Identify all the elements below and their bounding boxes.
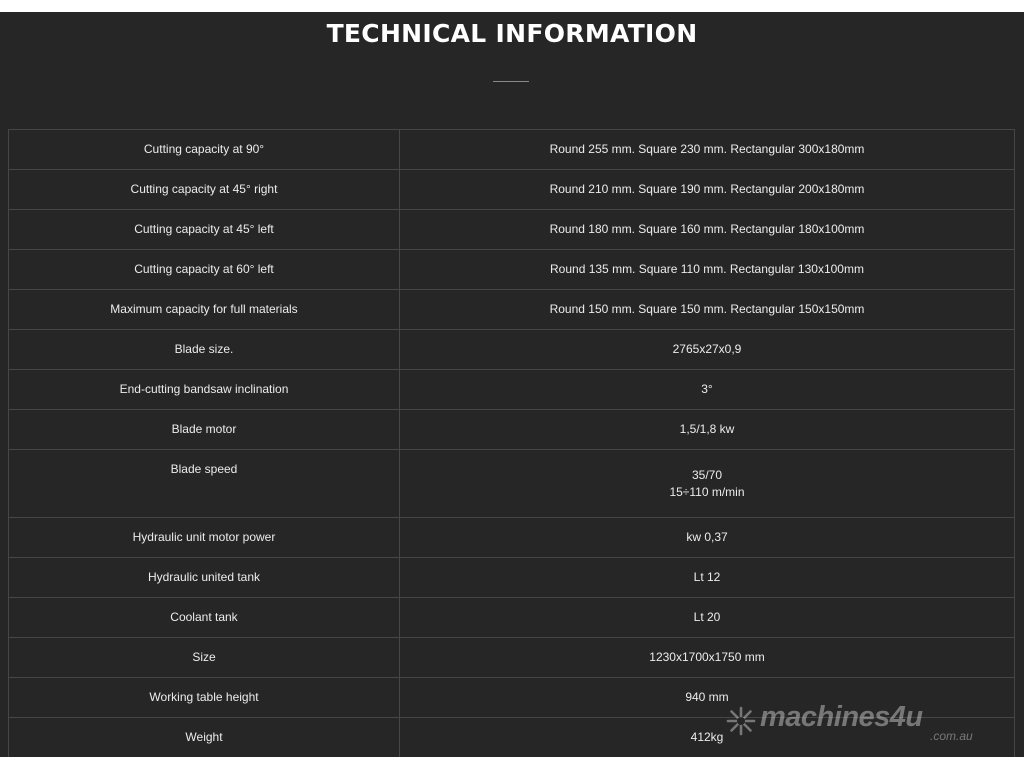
spec-value: Round 135 mm. Square 110 mm. Rectangular 130x100mm xyxy=(400,250,1015,290)
table-row xyxy=(9,210,1015,250)
table-row xyxy=(9,170,1015,210)
spec-label: Hydraulic unit motor power xyxy=(9,518,400,558)
spec-label: Size xyxy=(9,638,400,678)
table-row xyxy=(9,130,1015,170)
spec-value: 412kg xyxy=(400,718,1015,758)
spec-value xyxy=(400,450,1015,518)
table-row xyxy=(9,330,1015,370)
spec-label: End-cutting bandsaw inclination xyxy=(9,370,400,410)
spec-label: Weight xyxy=(9,718,400,758)
spec-value: Round 210 mm. Square 190 mm. Rectangular 200x180mm xyxy=(400,170,1015,210)
spec-value-line: 15÷110 m/min xyxy=(669,484,745,499)
table-row xyxy=(9,638,1015,678)
technical-info-panel xyxy=(0,12,1024,757)
spec-label: Hydraulic united tank xyxy=(9,558,400,598)
machines4u-watermark xyxy=(722,702,992,746)
spec-table xyxy=(8,129,1015,757)
spec-value: 940 mm xyxy=(400,678,1015,718)
table-row xyxy=(9,518,1015,558)
spec-label: Coolant tank xyxy=(9,598,400,638)
spec-label: Blade size. xyxy=(9,330,400,370)
spec-value-line: 35/70 xyxy=(691,467,723,482)
table-row xyxy=(9,558,1015,598)
table-row xyxy=(9,250,1015,290)
spec-label: Blade motor xyxy=(9,410,400,450)
table-row xyxy=(9,450,1015,518)
spec-label: Working table height xyxy=(9,678,400,718)
watermark-brand: machines4u xyxy=(760,701,923,733)
spec-value: 2765x27x0,9 xyxy=(400,330,1015,370)
table-row xyxy=(9,370,1015,410)
spec-label: Cutting capacity at 90° xyxy=(9,130,400,170)
spec-value: 3° xyxy=(400,370,1015,410)
table-row xyxy=(9,290,1015,330)
spec-value: Round 180 mm. Square 160 mm. Rectangular 180x100mm xyxy=(400,210,1015,250)
spec-label: Cutting capacity at 45° left xyxy=(9,210,400,250)
spec-value: kw 0,37 xyxy=(400,518,1015,558)
spec-value: 1,5/1,8 kw xyxy=(400,410,1015,450)
page-title: TECHNICAL INFORMATION xyxy=(326,19,698,48)
spec-label: Cutting capacity at 60° left xyxy=(9,250,400,290)
title-divider xyxy=(493,81,529,82)
table-row xyxy=(9,598,1015,638)
spec-label: Cutting capacity at 45° right xyxy=(9,170,400,210)
star-burst-icon xyxy=(726,706,756,736)
spec-value: 1230x1700x1750 mm xyxy=(400,638,1015,678)
spec-value: Lt 20 xyxy=(400,598,1015,638)
spec-label: Blade speed xyxy=(9,450,400,518)
spec-value: Round 150 mm. Square 150 mm. Rectangular 150x150mm xyxy=(400,290,1015,330)
spec-value: Round 255 mm. Square 230 mm. Rectangular 300x180mm xyxy=(400,130,1015,170)
table-row xyxy=(9,410,1015,450)
spec-value: Lt 12 xyxy=(400,558,1015,598)
spec-label: Maximum capacity for full materials xyxy=(9,290,400,330)
watermark-domain: .com.au xyxy=(930,729,973,743)
